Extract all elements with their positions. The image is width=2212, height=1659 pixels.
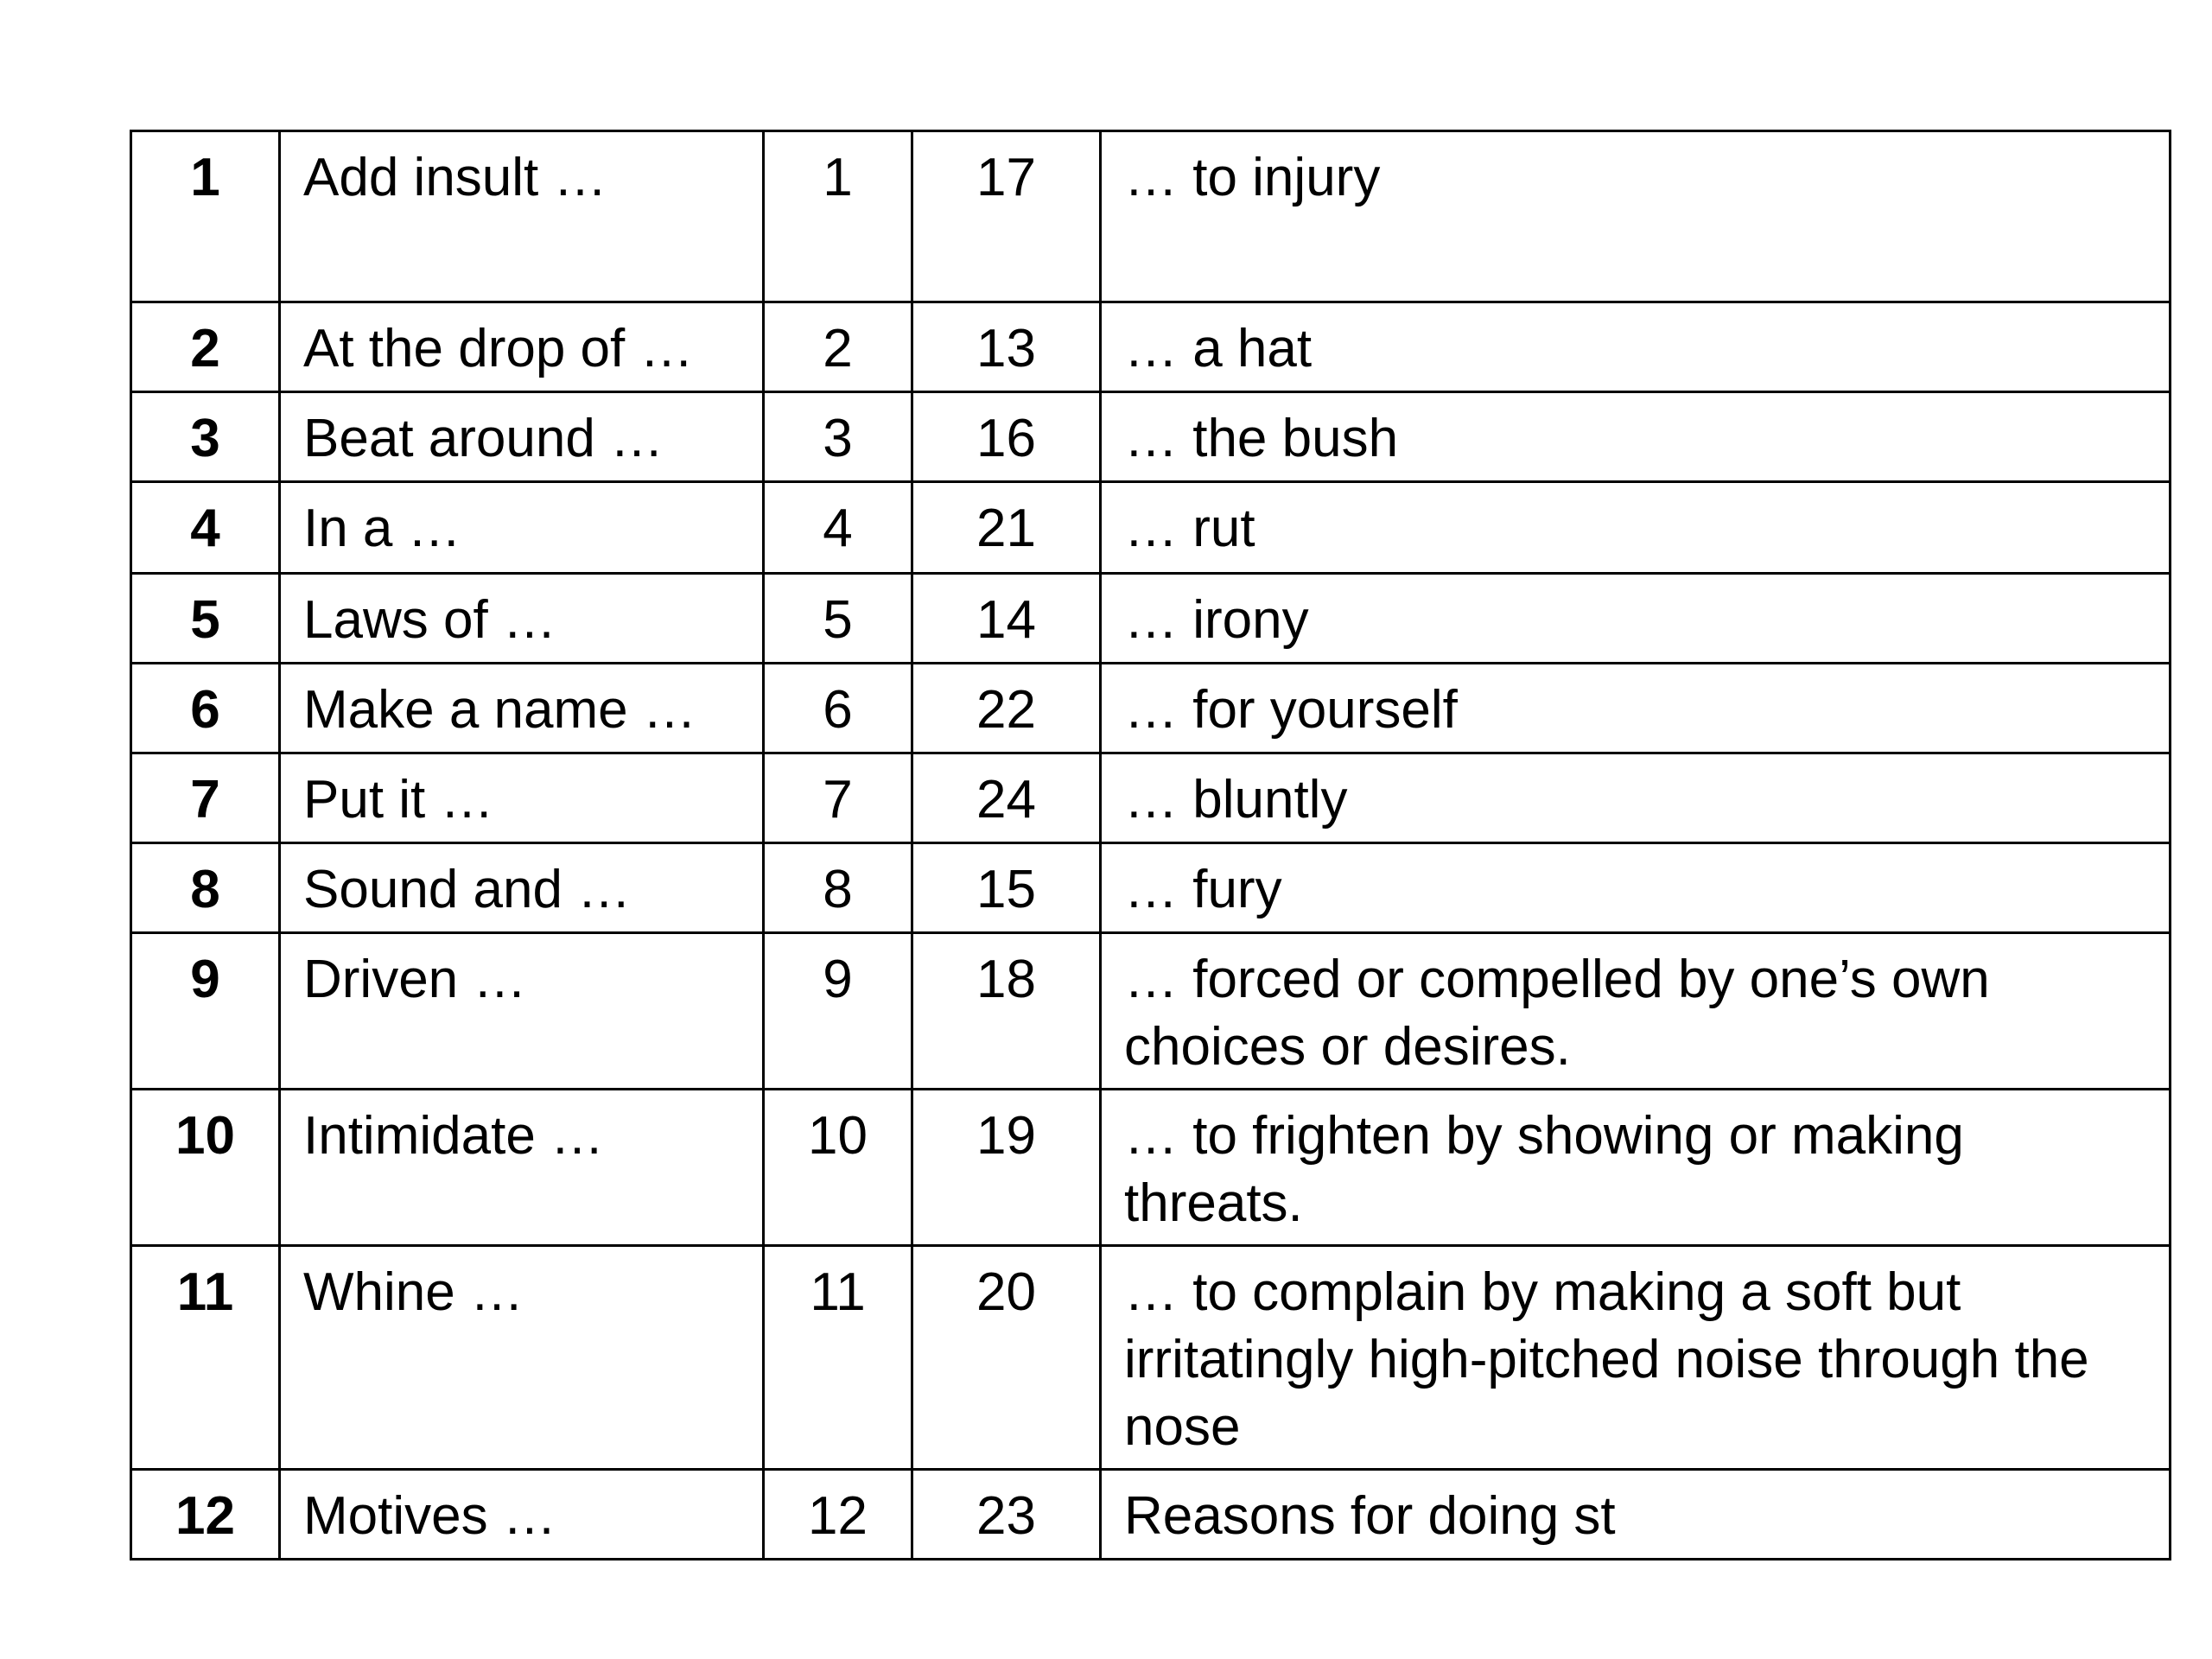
row-number: 11 [131, 1246, 280, 1470]
idiom-beginning: Laws of … [280, 574, 764, 664]
left-match-number: 12 [764, 1470, 912, 1560]
table-row [131, 1246, 2171, 1470]
left-match-number: 1 [764, 131, 912, 302]
right-match-number: 19 [912, 1090, 1101, 1246]
idiom-ending: … irony [1101, 574, 2171, 664]
table-row [131, 302, 2171, 392]
table-row [131, 1470, 2171, 1560]
right-match-number: 23 [912, 1470, 1101, 1560]
right-match-number: 16 [912, 392, 1101, 482]
row-number: 1 [131, 131, 280, 302]
table-row [131, 131, 2171, 302]
idiom-matching-table [130, 130, 2171, 1560]
row-number: 10 [131, 1090, 280, 1246]
idiom-beginning: Driven … [280, 933, 764, 1090]
idiom-beginning: Intimidate … [280, 1090, 764, 1246]
table-row [131, 482, 2171, 574]
right-match-number: 18 [912, 933, 1101, 1090]
idiom-beginning: Beat around … [280, 392, 764, 482]
left-match-number: 2 [764, 302, 912, 392]
idiom-beginning: In a … [280, 482, 764, 574]
right-match-number: 17 [912, 131, 1101, 302]
row-number: 2 [131, 302, 280, 392]
left-match-number: 8 [764, 843, 912, 933]
idiom-ending: … fury [1101, 843, 2171, 933]
right-match-number: 21 [912, 482, 1101, 574]
right-match-number: 20 [912, 1246, 1101, 1470]
row-number: 4 [131, 482, 280, 574]
idiom-ending: Reasons for doing st [1101, 1470, 2171, 1560]
table-row [131, 1090, 2171, 1246]
idiom-ending: … a hat [1101, 302, 2171, 392]
idiom-ending: … the bush [1101, 392, 2171, 482]
left-match-number: 10 [764, 1090, 912, 1246]
left-match-number: 3 [764, 392, 912, 482]
idiom-beginning: Motives … [280, 1470, 764, 1560]
idiom-beginning: Whine … [280, 1246, 764, 1470]
row-number: 7 [131, 753, 280, 843]
right-match-number: 13 [912, 302, 1101, 392]
table-row [131, 753, 2171, 843]
left-match-number: 6 [764, 664, 912, 753]
right-match-number: 22 [912, 664, 1101, 753]
idiom-ending: … forced or compelled by one’s own choices or desires. [1101, 933, 2171, 1090]
idiom-beginning: Add insult … [280, 131, 764, 302]
row-number: 3 [131, 392, 280, 482]
idiom-beginning: Make a name … [280, 664, 764, 753]
left-match-number: 4 [764, 482, 912, 574]
row-number: 6 [131, 664, 280, 753]
left-match-number: 11 [764, 1246, 912, 1470]
table-row [131, 843, 2171, 933]
idiom-ending: … to frighten by showing or making threats. [1101, 1090, 2171, 1246]
right-match-number: 24 [912, 753, 1101, 843]
row-number: 9 [131, 933, 280, 1090]
idiom-ending: … rut [1101, 482, 2171, 574]
idiom-beginning: Put it … [280, 753, 764, 843]
left-match-number: 7 [764, 753, 912, 843]
right-match-number: 14 [912, 574, 1101, 664]
idiom-ending: … to injury [1101, 131, 2171, 302]
left-match-number: 5 [764, 574, 912, 664]
idiom-ending: … for yourself [1101, 664, 2171, 753]
table-row [131, 392, 2171, 482]
idiom-beginning: At the drop of … [280, 302, 764, 392]
idiom-ending: … bluntly [1101, 753, 2171, 843]
table-row [131, 933, 2171, 1090]
table-row [131, 574, 2171, 664]
idiom-beginning: Sound and … [280, 843, 764, 933]
left-match-number: 9 [764, 933, 912, 1090]
row-number: 12 [131, 1470, 280, 1560]
row-number: 5 [131, 574, 280, 664]
row-number: 8 [131, 843, 280, 933]
right-match-number: 15 [912, 843, 1101, 933]
idiom-ending: … to complain by making a soft but irritatingly high-pitched noise through the nose [1101, 1246, 2171, 1470]
table-row [131, 664, 2171, 753]
